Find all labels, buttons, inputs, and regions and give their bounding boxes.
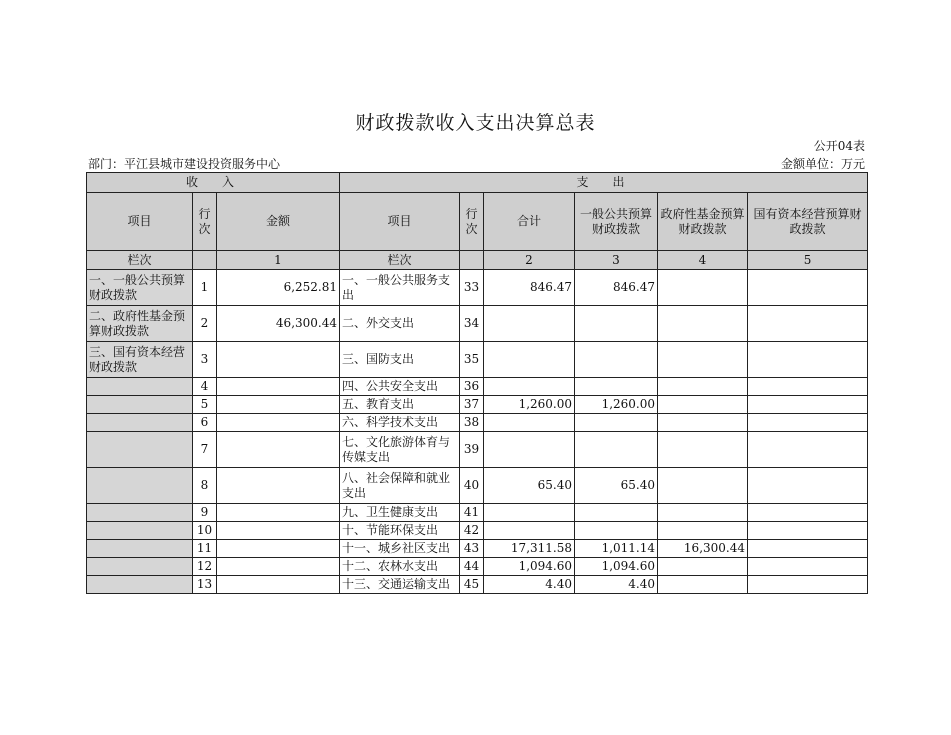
- expense-row-no-cell: 45: [460, 576, 484, 594]
- income-row-no-header: 行次: [193, 193, 217, 251]
- expense-row-no-cell: 42: [460, 522, 484, 540]
- expense-row-no-cell: 40: [460, 468, 484, 504]
- income-item-cell: [87, 414, 193, 432]
- income-row-no-cell: 12: [193, 558, 217, 576]
- income-item-header: 项目: [87, 193, 193, 251]
- state-capital-cell: [748, 522, 868, 540]
- column-number: 4: [658, 251, 748, 270]
- income-item-cell: [87, 468, 193, 504]
- general-budget-cell: 1,094.60: [575, 558, 658, 576]
- gov-fund-cell: [658, 504, 748, 522]
- column-number-row: [87, 251, 868, 270]
- income-item-cell: 二、政府性基金预算财政拨款: [87, 306, 193, 342]
- income-amount-cell: 6,252.81: [217, 270, 340, 306]
- income-item-cell: [87, 504, 193, 522]
- income-section-header: 收 入: [87, 173, 340, 193]
- income-item-cell: [87, 558, 193, 576]
- general-budget-cell: 1,011.14: [575, 540, 658, 558]
- total-cell: [484, 504, 575, 522]
- page-title: 财政拨款收入支出决算总表: [355, 112, 596, 134]
- total-cell: 65.40: [484, 468, 575, 504]
- table-row: [87, 396, 868, 414]
- income-row-no-cell: 1: [193, 270, 217, 306]
- form-number: 公开04表: [813, 139, 865, 153]
- total-cell: [484, 342, 575, 378]
- expense-row-no-cell: 37: [460, 396, 484, 414]
- income-row-no-cell: 11: [193, 540, 217, 558]
- table-row: [87, 522, 868, 540]
- expense-item-cell: 十一、城乡社区支出: [340, 540, 460, 558]
- state-capital-cell: [748, 396, 868, 414]
- general-budget-cell: [575, 432, 658, 468]
- gov-fund-cell: [658, 576, 748, 594]
- state-capital-cell: [748, 306, 868, 342]
- gov-fund-header: 政府性基金预算财政拨款: [658, 193, 748, 251]
- income-row-no-cell: 8: [193, 468, 217, 504]
- state-capital-cell: [748, 378, 868, 396]
- blank-cell: [460, 251, 484, 270]
- column-number: 5: [748, 251, 868, 270]
- general-budget-header: 一般公共预算财政拨款: [575, 193, 658, 251]
- general-budget-cell: [575, 522, 658, 540]
- total-cell: 17,311.58: [484, 540, 575, 558]
- general-budget-cell: [575, 342, 658, 378]
- expense-row-no-cell: 33: [460, 270, 484, 306]
- column-number: 3: [575, 251, 658, 270]
- state-capital-cell: [748, 270, 868, 306]
- state-capital-header: 国有资本经营预算财政拨款: [748, 193, 868, 251]
- income-amount-cell: [217, 414, 340, 432]
- expense-item-cell: 十二、农林水支出: [340, 558, 460, 576]
- general-budget-cell: [575, 504, 658, 522]
- income-amount-cell: [217, 378, 340, 396]
- table-row: [87, 504, 868, 522]
- income-row-no-cell: 9: [193, 504, 217, 522]
- gov-fund-cell: [658, 414, 748, 432]
- income-row-no-cell: 10: [193, 522, 217, 540]
- income-item-cell: [87, 378, 193, 396]
- income-item-cell: [87, 522, 193, 540]
- blank-cell: [193, 251, 217, 270]
- general-budget-cell: [575, 306, 658, 342]
- expense-section-header: 支 出: [340, 173, 868, 193]
- income-row-no-cell: 13: [193, 576, 217, 594]
- income-amount-cell: [217, 468, 340, 504]
- table-row: [87, 306, 868, 342]
- general-budget-cell: 65.40: [575, 468, 658, 504]
- column-header-row: [87, 193, 868, 251]
- expense-row-no-cell: 34: [460, 306, 484, 342]
- income-amount-cell: [217, 540, 340, 558]
- expense-item-cell: 七、文化旅游体育与传媒支出: [340, 432, 460, 468]
- table-row: [87, 432, 868, 468]
- state-capital-cell: [748, 414, 868, 432]
- income-row-no-cell: 3: [193, 342, 217, 378]
- general-budget-cell: 846.47: [575, 270, 658, 306]
- income-amount-cell: [217, 504, 340, 522]
- income-item-cell: 三、国有资本经营财政拨款: [87, 342, 193, 378]
- column-number: 2: [484, 251, 575, 270]
- income-item-cell: [87, 432, 193, 468]
- income-row-no-cell: 5: [193, 396, 217, 414]
- expense-item-cell: 五、教育支出: [340, 396, 460, 414]
- state-capital-cell: [748, 468, 868, 504]
- table-row: [87, 576, 868, 594]
- income-column-label: 栏次: [87, 251, 193, 270]
- income-row-no-cell: 4: [193, 378, 217, 396]
- table-row: [87, 342, 868, 378]
- total-cell: [484, 522, 575, 540]
- total-cell: [484, 378, 575, 396]
- income-item-cell: 一、一般公共预算财政拨款: [87, 270, 193, 306]
- expense-item-cell: 十三、交通运输支出: [340, 576, 460, 594]
- state-capital-cell: [748, 540, 868, 558]
- table-row: [87, 468, 868, 504]
- expense-item-cell: 九、卫生健康支出: [340, 504, 460, 522]
- total-cell: [484, 306, 575, 342]
- column-number: 1: [217, 251, 340, 270]
- expense-column-label: 栏次: [340, 251, 460, 270]
- department-label: 部门：平江县城市建设投资服务中心: [88, 157, 281, 171]
- gov-fund-cell: [658, 522, 748, 540]
- income-amount-cell: [217, 576, 340, 594]
- gov-fund-cell: [658, 432, 748, 468]
- table-row: [87, 378, 868, 396]
- general-budget-cell: 1,260.00: [575, 396, 658, 414]
- expense-row-no-cell: 38: [460, 414, 484, 432]
- income-amount-cell: [217, 342, 340, 378]
- gov-fund-cell: [658, 378, 748, 396]
- income-row-no-cell: 6: [193, 414, 217, 432]
- income-item-cell: [87, 576, 193, 594]
- total-cell: 1,260.00: [484, 396, 575, 414]
- income-amount-cell: [217, 522, 340, 540]
- state-capital-cell: [748, 504, 868, 522]
- total-cell: 846.47: [484, 270, 575, 306]
- total-header: 合计: [484, 193, 575, 251]
- expense-row-no-cell: 35: [460, 342, 484, 378]
- section-header-row: [87, 173, 868, 193]
- total-cell: [484, 414, 575, 432]
- general-budget-cell: 4.40: [575, 576, 658, 594]
- gov-fund-cell: [658, 270, 748, 306]
- table-row: [87, 270, 868, 306]
- expense-item-cell: 八、社会保障和就业支出: [340, 468, 460, 504]
- table-row: [87, 414, 868, 432]
- expense-item-cell: 十、节能环保支出: [340, 522, 460, 540]
- expense-item-header: 项目: [340, 193, 460, 251]
- expense-row-no-header: 行次: [460, 193, 484, 251]
- total-cell: 4.40: [484, 576, 575, 594]
- expense-item-cell: 四、公共安全支出: [340, 378, 460, 396]
- income-amount-cell: 46,300.44: [217, 306, 340, 342]
- gov-fund-cell: 16,300.44: [658, 540, 748, 558]
- income-amount-cell: [217, 396, 340, 414]
- total-cell: [484, 432, 575, 468]
- expense-item-cell: 三、国防支出: [340, 342, 460, 378]
- unit-label: 金额单位：万元: [780, 157, 865, 171]
- gov-fund-cell: [658, 468, 748, 504]
- income-amount-cell: [217, 558, 340, 576]
- state-capital-cell: [748, 342, 868, 378]
- state-capital-cell: [748, 576, 868, 594]
- income-row-no-cell: 7: [193, 432, 217, 468]
- expense-row-no-cell: 39: [460, 432, 484, 468]
- gov-fund-cell: [658, 306, 748, 342]
- state-capital-cell: [748, 432, 868, 468]
- expense-item-cell: 六、科学技术支出: [340, 414, 460, 432]
- general-budget-cell: [575, 414, 658, 432]
- state-capital-cell: [748, 558, 868, 576]
- expense-item-cell: 一、一般公共服务支出: [340, 270, 460, 306]
- income-amount-header: 金额: [217, 193, 340, 251]
- income-row-no-cell: 2: [193, 306, 217, 342]
- gov-fund-cell: [658, 342, 748, 378]
- finance-summary-table: [86, 172, 868, 594]
- expense-row-no-cell: 43: [460, 540, 484, 558]
- table-row: [87, 540, 868, 558]
- general-budget-cell: [575, 378, 658, 396]
- income-item-cell: [87, 396, 193, 414]
- expense-row-no-cell: 36: [460, 378, 484, 396]
- expense-row-no-cell: 41: [460, 504, 484, 522]
- gov-fund-cell: [658, 558, 748, 576]
- expense-item-cell: 二、外交支出: [340, 306, 460, 342]
- income-amount-cell: [217, 432, 340, 468]
- total-cell: 1,094.60: [484, 558, 575, 576]
- income-item-cell: [87, 540, 193, 558]
- table-row: [87, 558, 868, 576]
- gov-fund-cell: [658, 396, 748, 414]
- expense-row-no-cell: 44: [460, 558, 484, 576]
